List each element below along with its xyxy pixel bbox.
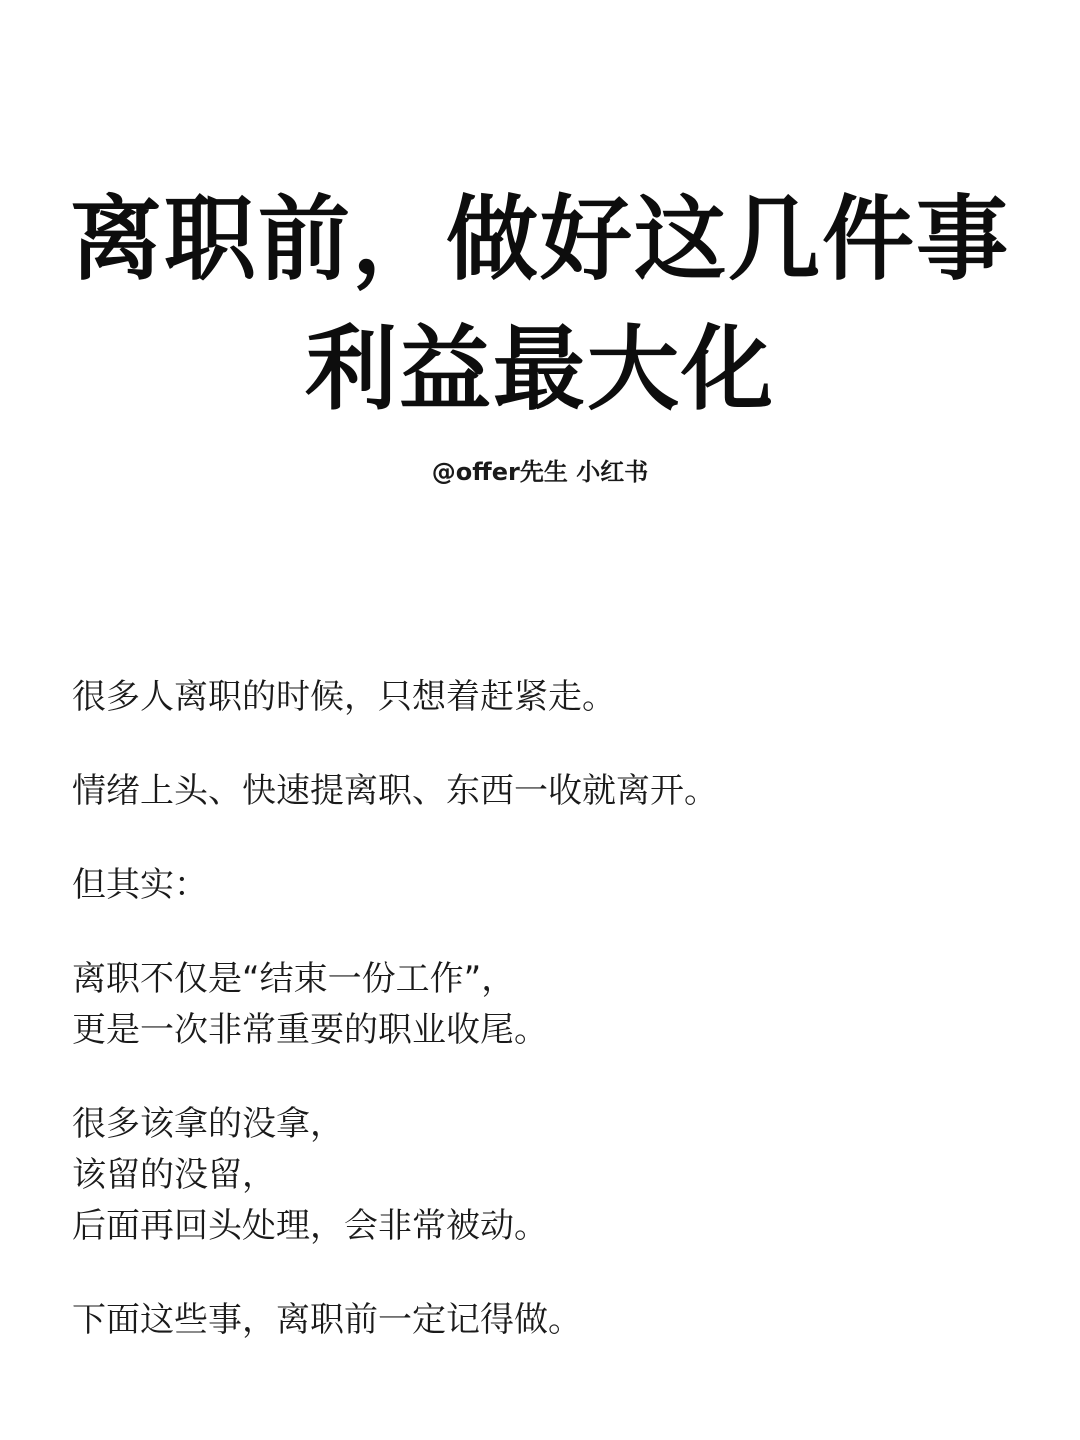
paragraph-line: 下面这些事，离职前一定记得做。: [72, 1300, 582, 1340]
paragraph-1: [72, 672, 1012, 723]
paragraph-line: 更是一次非常重要的职业收尾。: [72, 1010, 548, 1050]
paragraph-line: 情绪上头、快速提离职、东西一收就离开。: [72, 771, 718, 811]
author-credit: @offer先生 小红书: [431, 458, 649, 486]
page-title-line-2: 利益最大化: [304, 316, 775, 423]
paragraph-6: [72, 1295, 1012, 1346]
paragraph-line: 后面再回头处理，会非常被动。: [72, 1206, 548, 1246]
paragraph-line: 很多人离职的时候，只想着赶紧走。: [72, 677, 616, 717]
paragraph-line: 但其实：: [72, 865, 208, 905]
page-title-line-1: 离职前，做好这几件事: [69, 186, 1010, 293]
paragraph-line: 该留的没留，: [72, 1155, 276, 1195]
paragraph-line: 离职不仅是“结束一份工作”，: [72, 959, 516, 999]
paragraph-2: [72, 766, 1012, 817]
paragraph-4: [72, 954, 1012, 1056]
paragraph-line: 很多该拿的没拿，: [72, 1104, 344, 1144]
paragraph-5: [72, 1099, 1012, 1252]
article-body: [72, 672, 1012, 1389]
paragraph-3: [72, 860, 1012, 911]
